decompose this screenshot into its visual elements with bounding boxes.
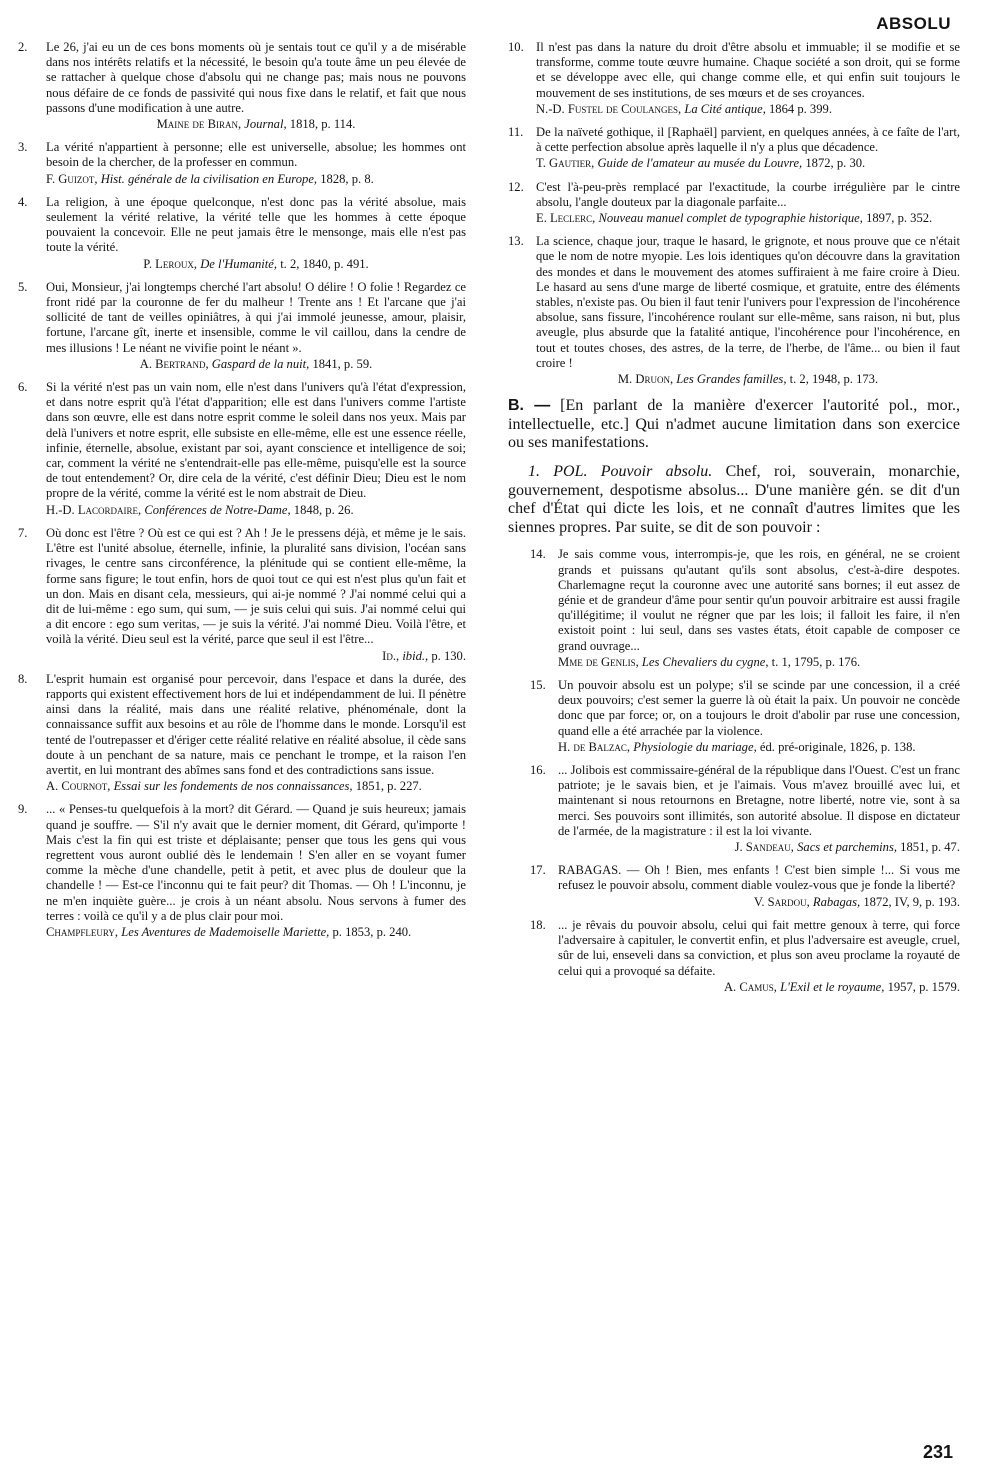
citation-text: Il n'est pas dans la nature du droit d'être absolu et immuable; il se modifie et se transforme, comme toute œuvre humaine. Chaque société a son droit, qui se forme et se développe avec elle, qui change comme elle, et qui enfin suit toujours le mouvement de ses institutions, de ses mœurs et de ses croyances. bbox=[536, 40, 960, 100]
citation-number: 14. bbox=[530, 547, 546, 562]
citation-text: L'esprit humain est organisé pour percevoir, dans l'espace et dans la durée, des rapports qui existent effectivement hors de lui et indépendamment de lui. Il pénètre ainsi dans la réalité, mais dans une réalité relative, phénoménale, dont la connaissance suffit aux besoins et au rôle de l'homme dans le monde. Lorsqu'il est tenté de l'outrepasser et d'ériger cette réalité relative en réalité absolue, il cède sans doute à un penchant de sa nature, mais ce penchant le trompe, et la raison l'en avertit, en lui montrant des abîmes sans fond et des contradictions sans issue. bbox=[46, 671, 466, 777]
citation-details: éd. pré-originale, 1826, p. 138. bbox=[759, 739, 916, 754]
citation-author: Mme de Genlis, bbox=[558, 654, 639, 669]
running-header: ABSOLU bbox=[876, 14, 951, 33]
citation-details: 1851, p. 47. bbox=[900, 840, 960, 855]
citation-details: 1828, p. 8. bbox=[320, 171, 374, 186]
citation-work: Essai sur les fondements de nos connaissances, bbox=[113, 779, 353, 794]
citation-work: Sacs et parchemins, bbox=[797, 840, 898, 855]
citation-author: Id., bbox=[382, 648, 400, 663]
subsection-1 bbox=[508, 463, 960, 537]
citation-details: 1848, p. 26. bbox=[293, 502, 354, 517]
citation-work: L'Exil et le royaume, bbox=[780, 979, 885, 994]
citation-author: F. Guizot, bbox=[46, 171, 98, 186]
citation-work: Nouveau manuel complet de typographie historique, bbox=[598, 211, 863, 226]
page-number: 231 bbox=[922, 1442, 953, 1462]
citation bbox=[18, 380, 466, 518]
citation-author: A. Bertrand, bbox=[139, 356, 209, 371]
citation bbox=[530, 918, 960, 995]
citation-number: 11. bbox=[508, 125, 524, 140]
citation bbox=[18, 526, 466, 664]
citation-number: 3. bbox=[18, 140, 28, 155]
citation bbox=[530, 678, 960, 755]
citation-text: Oui, Monsieur, j'ai longtemps cherché l'art absolu! O délire ! O folie ! Regardez ce front ridé par la couronne de fer du malheur ! Trente ans ! Et l'arcane que j'ai sollicité de tant de veilles opiniâtres, à qui j'ai immolé jeunesse, amour, plaisir, fortune, l'arcane gît, inerte et insensible, comme le vil caillou, dans la cendre de mes illusions ! Le néant ne vivifie point le néant ». bbox=[46, 279, 466, 355]
citation-number: 2. bbox=[18, 40, 28, 54]
section-b-label: B. — bbox=[508, 397, 551, 415]
citation-text: C'est l'à-peu-près remplacé par l'exactitude, la courbe irrégulière par le cintre absolu, l'angle douteux par la diagonale parfaite... bbox=[536, 179, 960, 209]
citation-number: 8. bbox=[18, 671, 28, 686]
citation-number: 4. bbox=[18, 194, 28, 209]
citation bbox=[508, 234, 960, 387]
citation-details: p. 1853, p. 240. bbox=[332, 924, 412, 939]
citation bbox=[530, 763, 960, 855]
citation-number: 9. bbox=[18, 802, 28, 817]
citation-text: La vérité n'appartient à personne; elle est universelle, absolue; les hommes ont besoin de la chercher, de la professer en commun. bbox=[46, 140, 466, 170]
citation bbox=[530, 547, 960, 670]
citation-text: De la naïveté gothique, il [Raphaël] parvient, en quelques années, à ce faîte de l'art, à cette perfection absolue après laquelle il n'y a plus que décadence. bbox=[536, 125, 960, 155]
citation bbox=[18, 802, 466, 940]
citation-work: Rabagas, bbox=[812, 894, 861, 909]
citation-author: A. Camus, bbox=[723, 979, 777, 994]
citation-work: Les Chevaliers du cygne, bbox=[641, 654, 769, 669]
citation-details: 1841, p. 59. bbox=[312, 356, 373, 371]
citation-work: Guide de l'amateur au musée du Louvre, bbox=[597, 156, 803, 171]
section-b-text: [En parlant de la manière d'exercer l'autorité pol., mor., intellectuelle, etc.] Qui n'admet aucune limitation dans son exercice ou ses manifestations. bbox=[508, 397, 961, 452]
citation-author: Champfleury, bbox=[46, 924, 119, 939]
citation-work: La Cité antique, bbox=[684, 101, 766, 116]
citation-details: 1851, p. 227. bbox=[355, 779, 422, 794]
citation-number: 6. bbox=[18, 380, 28, 395]
citation-number: 18. bbox=[530, 917, 546, 932]
citation-details: 1897, p. 352. bbox=[866, 211, 933, 226]
citation-details: p. 130. bbox=[431, 648, 466, 663]
citation-author: H.-D. Lacordaire, bbox=[46, 502, 142, 517]
citation bbox=[508, 180, 960, 227]
citation-text: Où donc est l'être ? Où est ce qui est ? Ah ! Je le pressens déjà, et même je le sais. L'être est l'unité absolue, éternelle, infinie, la pluralité sans division, l'océan sans rivages, le centre sans circonférence, la plénitude qui se contient elle-même, la forme sans figure; le tout enfin, hors de quoi tout ce qui est n'est plus qu'un fait et un don. Mais en disant cela, messieurs, qui ai-je nommé ? J'ai nommé celui qui a dit de lui-même : ego sum, qui sum, — je suis celui qui suis. J'ai nommé celui qui a dit encore : ego sum veritas, — je suis la vérité. J'ai nommé Dieu. Voilà l'être, et voilà la vérité. Dieu seul est la vérité, parce que seul il est l'être... bbox=[46, 525, 466, 647]
citation-text: La science, chaque jour, traque le hasard, le grignote, et nous prouve que ce n'était que le nom de notre myopie. Les lois identiques qu'on découvre dans la gravitation des mondes et dans le mouvement des atomes suffiraient à me faire croire à Dieu. Le hasard au sens d'une marge de liberté cosmique, et gratuite, entre des éléments stables, n'existe pas. Ou bien il faut tenir l'univers pour l'expression de l'incohérence absolue, sans fissure, l'incohérence roulant sur elle-même, sans raison, ni but, plus aveugle, plus absurde que la fatalité antique, l'incohérence pour l'incohérence, en tout et toutes choses, des astres, de la terre, de l'herbe, de l'âme... ou bien il faut croire ! bbox=[536, 234, 960, 370]
citation-author: V. Sardou, bbox=[753, 894, 810, 909]
citation-author: A. Cournot, bbox=[46, 779, 111, 794]
citation-number: 12. bbox=[508, 179, 524, 194]
citation-details: 1864 p. 399. bbox=[769, 101, 832, 116]
citation-text: Un pouvoir absolu est un polype; s'il se scinde par une concession, il a créé deux pouvoirs; c'est semer la guerre là où était la paix. Un pouvoir ne concède donc que par force; or, on a toujours le droit d'abolir par ruse une concession, quand elle a été arrachée par la violence. bbox=[558, 678, 960, 738]
citation-text: ... « Penses-tu quelquefois à la mort? dit Gérard. — Quand je suis heureux; jamais quand je souffre. — S'il n'y avait que le dernier moment, dit Gérard, qu'importe ! Mais c'est la fin qui est triste et déplaisante; penser que tous les gens qui vous regrettent vous auront oublié dès le lendemain ! S'en aller en se voyant fumer comme la mèche d'une chandelle, petit à petit, et avec plus de douleur que la chandelle ! — Est-ce l'inconnu qui te fait peur? dit Thomas. — Oh ! L'inconnu, je ne m'en inquiète guère... je crois à un néant absolu. Nous servons à fumer des terres : voilà ce qu'il y a de plus clair pour moi. bbox=[46, 802, 466, 923]
citation-work: ibid., bbox=[402, 648, 429, 663]
citation bbox=[508, 40, 960, 117]
citation-text: La religion, à une époque quelconque, n'est donc pas la vérité absolue, mais seulement la vérité relative, la vérité telle que les hommes à cette époque pouvaient la concevoir. Elle ne peut jamais être le mensonge, mais elle n'est pas toute la vérité. bbox=[46, 194, 466, 255]
citation bbox=[18, 195, 466, 272]
citation-details: 1957, p. 1579. bbox=[887, 979, 960, 994]
citation bbox=[530, 863, 960, 910]
citation-author: M. Druon, bbox=[617, 372, 674, 387]
citation-author: N.-D. Fustel de Coulanges, bbox=[536, 101, 682, 116]
citation-text: Si la vérité n'est pas un vain nom, elle n'est dans l'univers qu'à l'état d'expression, et dans notre esprit qu'à l'état d'apparition; elle est dans l'univers comme l'artiste dans son œuvre, elle est dans notre esprit comme le soleil dans nos yeux. Mais par delà l'univers et notre esprit, elle subsiste en elle-même, elle est une essence réelle, infinie, éternelle, absolue, existant par soi, ayant conscience et intelligence de soi; car, comment la vérité ne s'entendrait-elle pas elle-même, puisqu'elle est la source de tout entendement? Or, dire cela de la vérité, c'est définir Dieu; Dieu est le nom propre de la vérité, comme la vérité est le nom abstrait de Dieu. bbox=[46, 380, 466, 501]
citation-work: Les Grandes familles, bbox=[676, 372, 787, 387]
citation bbox=[508, 125, 960, 172]
subsection-1-label: 1. POL. Pouvoir absolu. bbox=[528, 463, 713, 481]
citation-work: Hist. générale de la civilisation en Europe, bbox=[100, 171, 318, 186]
citation-number: 15. bbox=[530, 678, 546, 693]
citation-author: E. Leclerc, bbox=[536, 211, 596, 226]
citation-work: De l'Humanité, bbox=[200, 256, 278, 271]
citation bbox=[18, 140, 466, 187]
citation-work: Journal, bbox=[244, 117, 287, 132]
citation-text: ... Jolibois est commissaire-général de la république dans l'Ouest. C'est un franc patriote; je le savais bien, et je l'aimais. Vous m'avez brouillé avec lui, et maintenant si nous retournons en Bretagne, notre liberté, notre vie, sont à sa merci. Ses pouvoirs sont illimités, son autorité absolue. Il dispose en dictateur de l'armée, de la magistrature : il est la loi vivante. bbox=[558, 763, 960, 838]
subsection-1-text: Chef, roi, souverain, monarchie, gouvernement, despotisme absolus... D'une manière gén. se dit d'un chef d'État qui dicte les lois, et ne connaît d'autres limites que les siennes propres. Par suite, se dit de son pouvoir : bbox=[508, 463, 960, 536]
citation-author: H. de Balzac, bbox=[558, 739, 631, 754]
citation-details: 1872, p. 30. bbox=[805, 156, 866, 171]
citation-number: 5. bbox=[18, 279, 28, 294]
citation-number: 16. bbox=[530, 763, 546, 778]
citation-details: t. 2, 1840, p. 491. bbox=[280, 256, 369, 271]
citation bbox=[18, 280, 466, 372]
citation-author: T. Gautier, bbox=[536, 156, 595, 171]
citation-details: t. 2, 1948, p. 173. bbox=[789, 372, 879, 387]
left-column bbox=[18, 40, 466, 948]
citation-text: ... je rêvais du pouvoir absolu, celui qui fait mettre genoux à terre, qui force l'adversaire à capituler, le convertit enfin, et plus l'adversaire est aveugle, cruel, sûr de lui, enseveli dans sa conviction, et plus son aveu proclame la royauté de celui qui a provoqué sa défaite. bbox=[558, 917, 960, 978]
citation bbox=[18, 40, 466, 132]
citation-work: Physiologie du mariage, bbox=[633, 739, 757, 754]
citation bbox=[18, 672, 466, 795]
citation-work: Gaspard de la nuit, bbox=[211, 356, 310, 371]
citation-work: Les Aventures de Mademoiselle Mariette, bbox=[121, 924, 330, 939]
citation-work: Conférences de Notre-Dame, bbox=[144, 502, 291, 517]
citation-number: 13. bbox=[508, 234, 524, 249]
citation-details: 1872, IV, 9, p. 193. bbox=[863, 894, 960, 909]
citation-details: 1818, p. 114. bbox=[289, 117, 356, 132]
citation-author: J. Sandeau, bbox=[734, 840, 794, 855]
citation-number: 17. bbox=[530, 863, 546, 878]
citation-text: Le 26, j'ai eu un de ces bons moments où je sentais tout ce qu'il y a de misérable dans nos intérêts relatifs et la nécessité, le besoin qu'a toute âme un peu élevée de se rattacher à quelque chose d'absolu qui ne change pas; mais nous ne pouvons nous défaire de ce fonds de passivité qui nous fixe dans le relatif, et fait que nous passons d'une modification à une autre. bbox=[46, 40, 466, 115]
citation-details: t. 1, 1795, p. 176. bbox=[771, 654, 861, 669]
citation-text: RABAGAS. — Oh ! Bien, mes enfants ! C'est bien simple !... Si vous me refusez le pouvoir absolu, comment diable voulez-vous que je fonde la liberté? bbox=[558, 863, 960, 893]
right-column bbox=[508, 40, 960, 1003]
citation-number: 7. bbox=[18, 525, 28, 540]
citation-number: 10. bbox=[508, 40, 524, 54]
citation-text: Je sais comme vous, interrompis-je, que les rois, en général, ne se croient grands et puissans qu'autant qu'ils sont absolus, c'est-à-dire despotes. Charlemagne reçut la couronne avec une autorité sans bornes; il eut assez de génie et de grandeur d'âme pour sentir qu'un pouvoir arbitraire est aussi fragile qu'illégitime; il voulut ne régner que par les lois; il falloit les faire, il n'en existoit point : lui seul, dans ses vastes états, étoit capable de composer ce grand ouvrage... bbox=[558, 547, 960, 653]
section-b bbox=[508, 397, 960, 453]
citation-author: P. Leroux, bbox=[143, 256, 198, 271]
citation-author: Maine de Biran, bbox=[156, 117, 242, 132]
